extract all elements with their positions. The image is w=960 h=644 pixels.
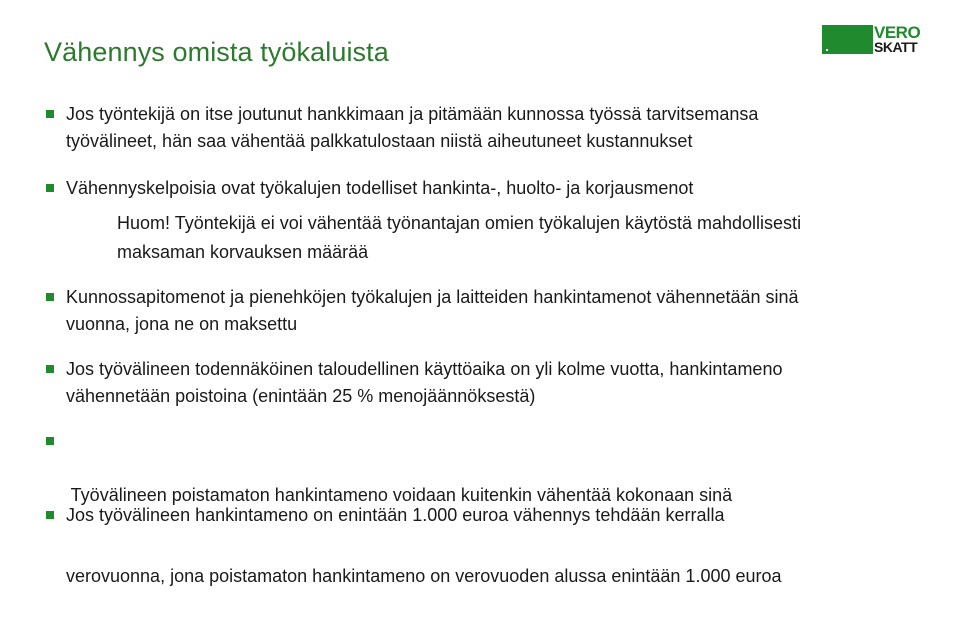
bullet-line: työvälineet, hän saa vähentää palkkatulostaan niistä aiheutuneet kustannukset <box>66 131 693 151</box>
bullet-marker <box>46 511 54 519</box>
bullet-text <box>66 356 782 410</box>
bullet-text <box>66 284 799 338</box>
bullet-text <box>66 502 724 529</box>
note-line: Huom! Työntekijä ei voi vähentää työnantajan omien työkalujen käytöstä mahdollisesti <box>117 213 802 233</box>
bullet-marker <box>46 184 54 192</box>
bullet-line: vuonna, jona ne on maksettu <box>66 314 298 334</box>
bullet-marker <box>46 110 54 118</box>
bullet-line: Kunnossapitomenot ja pienehköjen työkalujen ja laitteiden hankintamenot vähennetään sinä <box>66 287 799 307</box>
bullet-marker <box>46 437 54 445</box>
bullet-line: Työvälineen poistamaton hankintameno voidaan kuitenkin vähentää kokonaan sinä <box>66 485 733 505</box>
vero-skatt-logo <box>822 25 922 57</box>
bullet-line: Jos työvälineen hankintameno on enintään 1.000 euroa vähennys tehdään kerralla <box>66 505 725 525</box>
bullet-line: Jos työvälineen todennäköinen taloudellinen käyttöaika on yli kolme vuotta, hankintameno <box>66 359 783 379</box>
bullet-line: vähennetään poistoina (enintään 25 % menojäännöksestä) <box>66 386 536 406</box>
bullet-text <box>66 101 758 155</box>
bullet-line: verovuonna, jona poistamaton hankintameno on verovuoden alussa enintään 1.000 euroa <box>66 566 782 586</box>
bullet-line: Vähennyskelpoisia ovat työkalujen todelliset hankinta-, huolto- ja korjausmenot <box>66 178 694 198</box>
bullet-marker <box>46 365 54 373</box>
bullet-text <box>66 428 782 644</box>
note-text <box>117 209 801 267</box>
slide-title: Vähennys omista työkaluista <box>44 37 389 67</box>
bullet-line: Jos työntekijä on itse joutunut hankkimaan ja pitämään kunnossa työssä tarvitsemansa <box>66 104 759 124</box>
logo-word-vero: VERO <box>874 23 921 42</box>
logo-word-skatt: SKATT <box>874 39 918 55</box>
bullet-marker <box>46 293 54 301</box>
logo-green-block <box>822 25 873 54</box>
bullet-text <box>66 175 693 202</box>
logo-dot <box>826 49 828 51</box>
note-line: maksaman korvauksen määrää <box>117 242 369 262</box>
